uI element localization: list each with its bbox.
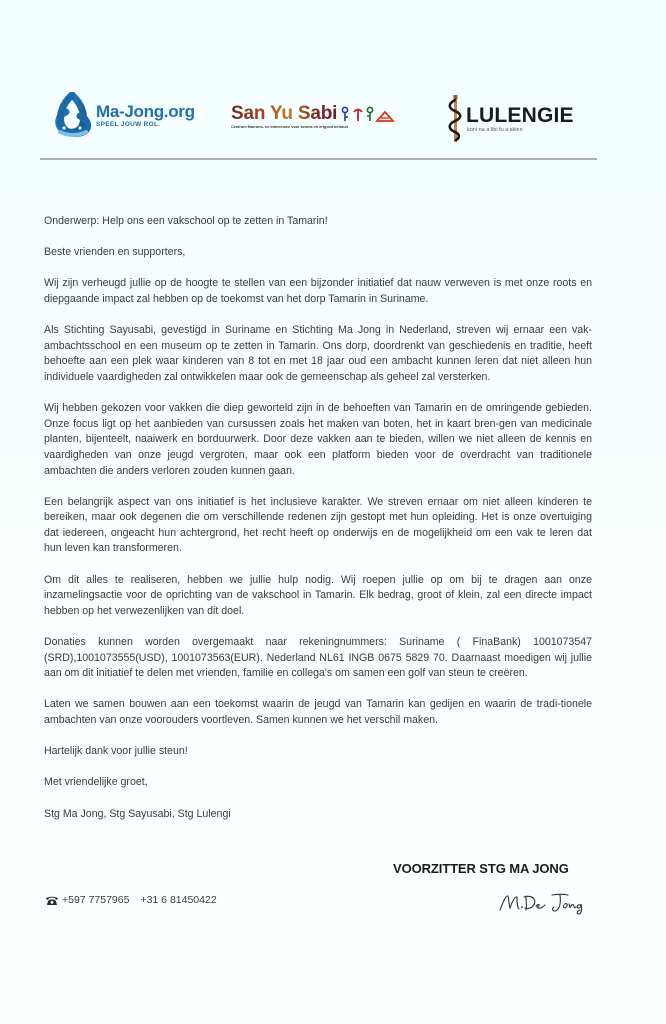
letter-subject: Onderwerp: Help ons een vakschool op te zetten in Tamarin! <box>44 215 328 227</box>
signoff-title: VOORZITTER STG MA JONG <box>393 861 569 876</box>
letter-body <box>44 214 592 838</box>
phone-number-suriname: +597 7757965 <box>62 894 130 906</box>
letterhead <box>0 0 666 170</box>
letter-paragraph: Laten we samen bouwen aan een toekomst waarin de jeugd van Tamarin kan gedijen en waarin de tradi-tionele ambachten van onze voorouders voortleven. Samen kunnen we het verschil maken. <box>44 698 592 726</box>
letter-paragraph: Als Stichting Sayusabi, gevestigd in Suriname en Stichting Ma Jong in Nederland, streven wij ernaar een vak- ambachtsschool en een museum op te zetten in Tamarin. Ons dorp, doordrenkt van geschiedenis en traditie, heeft behoefte aan een plek waar kinderen van 8 tot en met 18 jaar oud een ambacht kunnen leren dat niet alleen hun individuele vaardigheden zal ontwikkelen maar ook de gemeenschap als geheel zal versterken. <box>44 324 592 383</box>
sanyusabi-logo <box>231 104 405 129</box>
sanyu-symbols-icon <box>341 106 405 122</box>
sanyusabi-logo-name: San Yu Sabi <box>231 103 338 124</box>
majong-logo-name: Ma-Jong.org <box>96 102 195 121</box>
majong-logo <box>52 92 195 140</box>
handwritten-signature <box>496 890 596 916</box>
letter-closing: Met vriendelijke groet, <box>44 776 148 789</box>
letter-paragraph: Om dit alles te realiseren, hebben we jullie hulp nodig. Wij roepen jullie op om bij te dragen aan onze inzamelingsactie voor de oprichting van de vakschool in Tamarin. Elk bedrag, groot of klein, zal een directe impact hebben op het verwezenlijken van dit doel. <box>44 573 592 617</box>
caduceus-icon <box>446 94 464 144</box>
majong-knot-icon <box>52 92 92 140</box>
majong-logo-tagline: SPEEL JOUW ROL. <box>96 121 161 128</box>
phone-number-netherlands: +31 6 81450422 <box>140 894 217 906</box>
lulengie-logo-tagline: koni na a libi fu a skien <box>467 126 523 133</box>
letter-signatories: Stg Ma Jong, Stg Sayusabi, Stg Lulengi <box>44 807 231 820</box>
letter-thanks: Hartelijk dank voor jullie steun! <box>44 745 188 758</box>
letter-paragraph-donations: Donaties kunnen worden overgemaakt naar rekeningnummers: Suriname ( FinaBank) 1001073547 (SRD),1001073555(USD), 1001073563(EUR). Nederland NL61 INGB 0675 5829 70. Daarnaast moedigen wij jullie aan om dit initiatief te delen met vrienden, familie en collega's om samen een golf van steun te creëren. <box>44 636 592 680</box>
letter-paragraph: Een belangrijk aspect van ons initiatief is het inclusieve karakter. We streven ernaar om niet alleen kinderen te bereiken, maar ook degenen die om verschillende redenen zijn gestopt met hun opleiding. Het is onze overtuiging dat iedereen, ongeacht hun achtergrond, het recht heeft op onderwijs en de mogelijkheid om een vak te leren dat hun leven kan transformeren. <box>44 495 592 555</box>
header-divider <box>40 158 597 160</box>
lulengie-logo <box>446 94 574 144</box>
letter-paragraph: Wij hebben gekozen voor vakken die diep geworteld zijn in de behoeften van Tamarin en de omringende gebieden. Onze focus ligt op het aanbieden van cursussen zoals het maken van boten, het in kaart bren-gen van medicinale planten, bijenteelt, naaiwerk en borduurwerk. Door deze vakken aan te bieden, willen we niet alleen de kennis en vaardigheden van onze jeugd vergroten, maar ook een platform bieden voor de overdracht van traditionele ambachten die anders verloren zouden kunnen gaan. <box>44 402 592 477</box>
phone-icon <box>45 895 59 906</box>
sanyusabi-logo-tagline: Centrum Marrons- en Inheemsen voor kennis en erfgoed behoud <box>231 125 348 129</box>
letter-paragraph: Wij zijn verheugd jullie op de hoogte te stellen van een bijzonder initiatief dat nauw verweven is met onze roots en diepgaande impact zal hebben op de toekomst van het dorp Tamarin in Suriname. <box>44 277 592 305</box>
letter-salutation: Beste vrienden en supporters, <box>44 246 186 259</box>
contact-info <box>45 894 217 906</box>
lulengie-logo-name: LULENGIE <box>466 103 574 127</box>
